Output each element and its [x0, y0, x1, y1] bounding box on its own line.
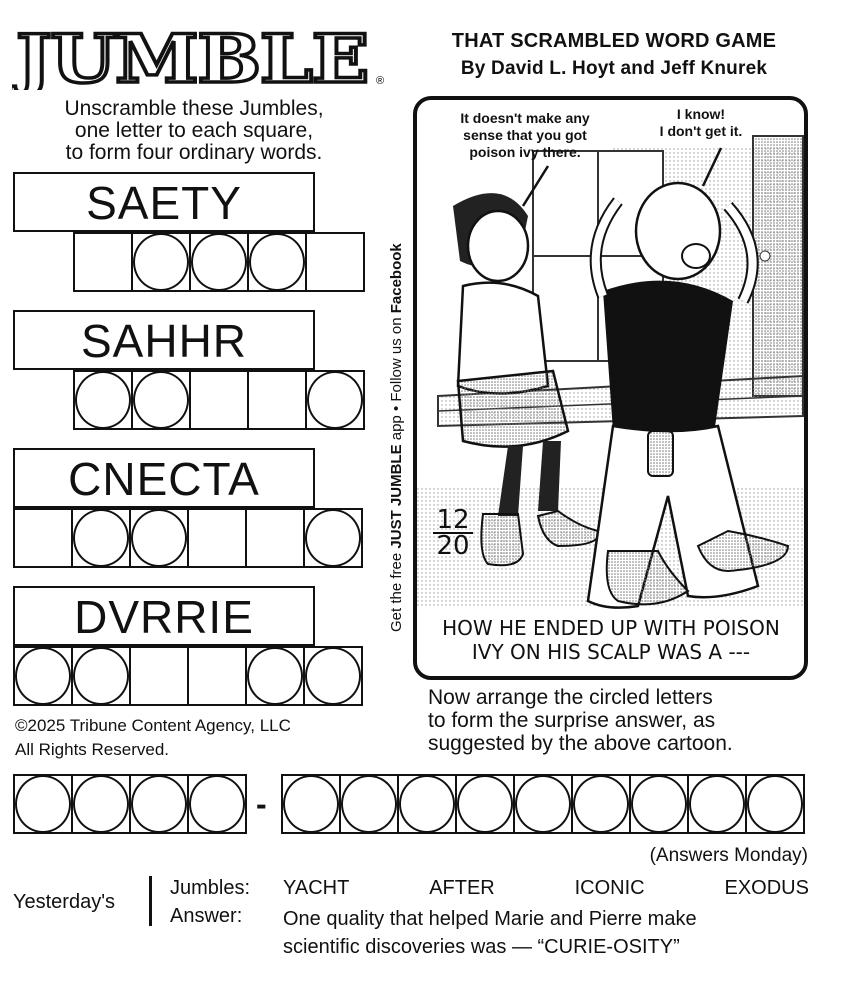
circle-marker	[249, 233, 305, 291]
answer-square[interactable]	[247, 370, 307, 430]
speech-line: I know!	[676, 106, 726, 122]
jumble-3-letters: CNECTA	[13, 448, 315, 508]
answer-square-circled[interactable]	[305, 370, 365, 430]
instructions	[14, 98, 374, 164]
answer-square[interactable]	[13, 508, 73, 568]
speech-bubble-woman	[425, 110, 625, 161]
answer-square[interactable]	[305, 232, 365, 292]
yesterday-jumbles	[283, 877, 809, 900]
yesterday-jumbles-label: Jumbles:	[170, 877, 251, 899]
solution-square[interactable]	[129, 774, 189, 834]
solution-square[interactable]	[13, 774, 73, 834]
promo-app-name: JUST JUMBLE	[388, 444, 405, 549]
circle-marker	[131, 509, 187, 567]
answer-square-circled[interactable]	[189, 232, 249, 292]
yesterday-jumble-word: EXODUS	[724, 877, 809, 899]
answer-square-circled[interactable]	[131, 370, 191, 430]
solution-square[interactable]	[281, 774, 341, 834]
circle-marker	[305, 647, 361, 705]
circle-marker	[15, 775, 71, 833]
circle-marker	[573, 775, 629, 833]
promo-side-text	[388, 243, 405, 632]
answer-part-1	[13, 774, 247, 834]
date-day: 20	[433, 532, 473, 558]
cartoon-drawing	[413, 96, 808, 680]
caption-line: HOW HE ENDED UP WITH POISON	[442, 616, 780, 640]
circle-marker	[341, 775, 397, 833]
yesterday-answer-line: scientific discoveries was — “CURIE-OSITY”	[283, 936, 680, 958]
speech-line: I don't get it.	[659, 123, 743, 139]
yesterday-jumble-word: YACHT	[283, 877, 350, 899]
solution-square[interactable]	[745, 774, 805, 834]
answer-square[interactable]	[245, 508, 305, 568]
circle-marker	[305, 509, 361, 567]
yesterday-jumble-word: AFTER	[429, 877, 495, 899]
circle-marker	[133, 371, 189, 429]
instructions-line: to form four ordinary words.	[65, 141, 323, 164]
jumble-logo	[12, 22, 384, 90]
game-subtitle: THAT SCRAMBLED WORD GAME	[451, 30, 777, 52]
circle-marker	[515, 775, 571, 833]
jumble-3-answer	[13, 508, 363, 568]
solution-square[interactable]	[455, 774, 515, 834]
yesterday-divider	[149, 876, 152, 926]
answer-square-circled[interactable]	[245, 646, 305, 706]
arrange-line: to form the surprise answer, as	[428, 709, 716, 732]
solution-square[interactable]	[687, 774, 747, 834]
answer-square-circled[interactable]	[129, 508, 189, 568]
yesterday-answer-label: Answer:	[170, 905, 243, 927]
arrange-instructions	[428, 686, 733, 755]
jumble-4-answer	[13, 646, 363, 706]
circle-marker	[399, 775, 455, 833]
copyright	[15, 714, 291, 762]
arrange-line: Now arrange the circled letters	[428, 686, 713, 709]
circle-marker	[131, 775, 187, 833]
yesterday-answer-line: One quality that helped Marie and Pierre make	[283, 908, 697, 930]
answer-part-2	[281, 774, 805, 834]
logo-text: JUMBLE	[12, 22, 369, 90]
circle-marker	[73, 775, 129, 833]
circle-marker	[457, 775, 513, 833]
circle-marker	[189, 775, 245, 833]
answer-separator: -	[256, 786, 267, 822]
jumble-2-letters: SAHHR	[13, 310, 315, 370]
speech-line: sense that you got	[463, 127, 587, 143]
speech-line: poison ivy there.	[469, 144, 581, 160]
solution-square[interactable]	[629, 774, 689, 834]
yesterday-answer	[283, 905, 697, 961]
circle-marker	[247, 647, 303, 705]
instructions-line: one letter to each square,	[74, 119, 314, 142]
answer-square-circled[interactable]	[303, 508, 363, 568]
promo-pre: Get the free	[388, 548, 405, 632]
circle-marker	[307, 371, 363, 429]
solution-square[interactable]	[513, 774, 573, 834]
caption-line: IVY ON HIS SCALP WAS A ---	[471, 640, 751, 664]
circle-marker	[73, 647, 129, 705]
answer-square[interactable]	[129, 646, 189, 706]
svg-text:®: ®	[376, 75, 384, 87]
speech-bubble-man	[631, 106, 771, 140]
instructions-line: Unscramble these Jumbles,	[64, 97, 324, 120]
authors: By David L. Hoyt and Jeff Knurek	[460, 58, 768, 79]
answer-square-circled[interactable]	[303, 646, 363, 706]
solution-square[interactable]	[571, 774, 631, 834]
answer-square-circled[interactable]	[131, 232, 191, 292]
jumble-4-letters: DVRRIE	[13, 586, 315, 646]
answer-square-circled[interactable]	[13, 646, 73, 706]
yesterday-label: Yesterday's	[13, 891, 116, 913]
circle-marker	[283, 775, 339, 833]
answer-square[interactable]	[189, 370, 249, 430]
jumble-logo-graphic	[12, 22, 384, 90]
circle-marker	[75, 371, 131, 429]
circle-marker	[191, 233, 247, 291]
circle-marker	[689, 775, 745, 833]
answers-note: (Answers Monday)	[649, 845, 808, 866]
arrange-line: suggested by the above cartoon.	[428, 732, 733, 755]
cartoon-panel	[413, 96, 808, 680]
answer-square-circled[interactable]	[73, 370, 133, 430]
promo-facebook: Facebook	[388, 243, 405, 314]
solution-square[interactable]	[339, 774, 399, 834]
date-month: 12	[436, 505, 470, 535]
circle-marker	[133, 233, 189, 291]
copyright-line: All Rights Reserved.	[15, 740, 170, 759]
answer-square[interactable]	[187, 646, 247, 706]
answer-square-circled[interactable]	[71, 646, 131, 706]
solution-square[interactable]	[397, 774, 457, 834]
jumble-1-letters: SAETY	[13, 172, 315, 232]
circle-marker	[631, 775, 687, 833]
speech-line: It doesn't make any	[460, 110, 590, 126]
copyright-line: ©2025 Tribune Content Agency, LLC	[15, 716, 291, 735]
jumble-2-answer	[73, 370, 365, 430]
circle-marker	[15, 647, 71, 705]
answer-square-circled[interactable]	[71, 508, 131, 568]
promo-mid: app • Follow us on	[388, 313, 405, 445]
circle-marker	[73, 509, 129, 567]
solution-square[interactable]	[187, 774, 247, 834]
circle-marker	[747, 775, 803, 833]
cartoon-caption	[421, 616, 801, 664]
answer-square-circled[interactable]	[247, 232, 307, 292]
answer-square[interactable]	[187, 508, 247, 568]
cartoon-date	[433, 505, 473, 561]
solution-square[interactable]	[71, 774, 131, 834]
yesterday-jumble-word: ICONIC	[574, 877, 645, 899]
jumble-1-answer	[73, 232, 365, 292]
answer-square[interactable]	[73, 232, 133, 292]
